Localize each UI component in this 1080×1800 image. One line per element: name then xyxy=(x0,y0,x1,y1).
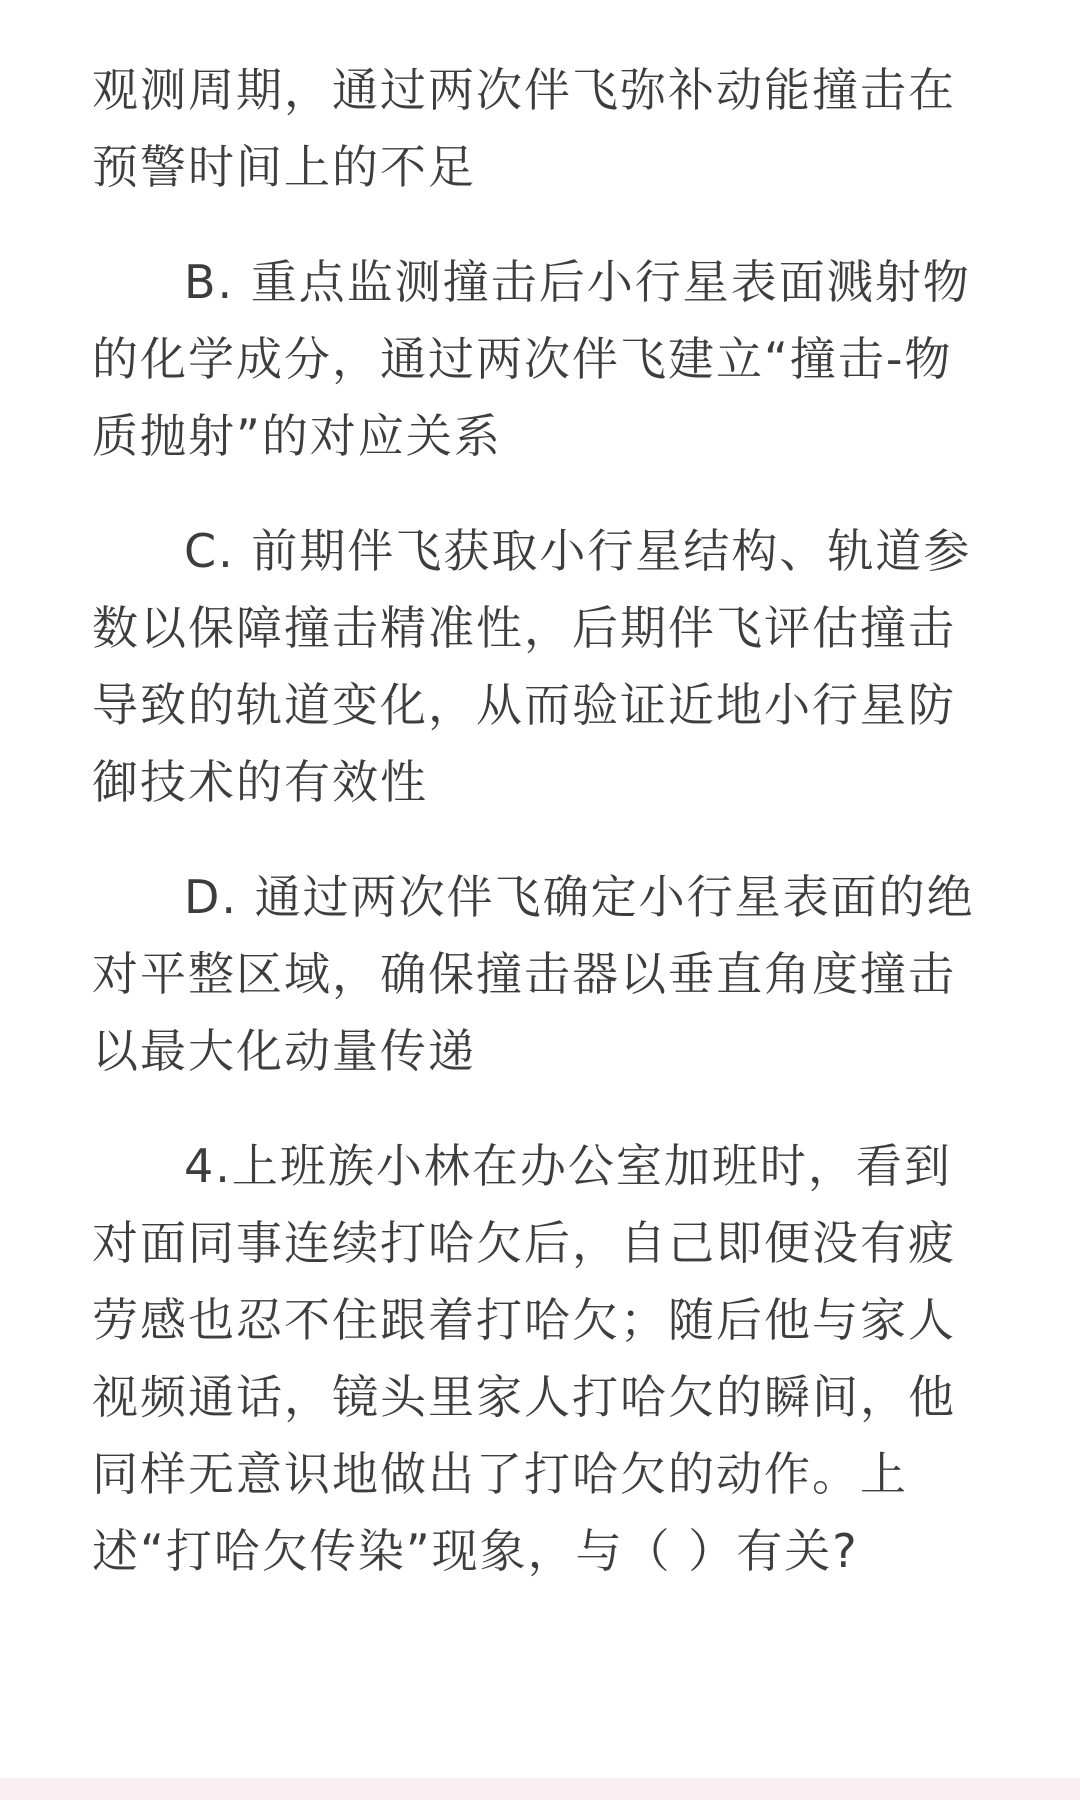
option-c: C. 前期伴飞获取小行星结构、轨道参数以保障撞击精准性，后期伴飞评估撞击导致的轨道变化，从而验证近地小行星防御技术的有效性 xyxy=(92,524,972,809)
question-4: 4.上班族小林在办公室加班时，看到对面同事连续打哈欠后，自己即便没有疲劳感也忍不住跟着打哈欠；随后他与家人视频通话，镜头里家人打哈欠的瞬间，他同样无意识地做出了打哈欠的动作。上述“打哈欠传染”现象，与（ ）有关? xyxy=(92,1139,956,1578)
option-d: D. 通过两次伴飞确定小行星表面的绝对平整区域，确保撞击器以垂直角度撞击以最大化动量传递 xyxy=(92,870,975,1078)
option-b: B. 重点监测撞击后小行星表面溅射物的化学成分，通过两次伴飞建立“撞击-物质抛射”的对应关系 xyxy=(92,255,971,463)
question-text-block xyxy=(92,52,992,1628)
bottom-decorative-band xyxy=(0,1778,1080,1800)
option-a-continuation: 观测周期，通过两次伴飞弥补动能撞击在预警时间上的不足 xyxy=(92,63,956,194)
